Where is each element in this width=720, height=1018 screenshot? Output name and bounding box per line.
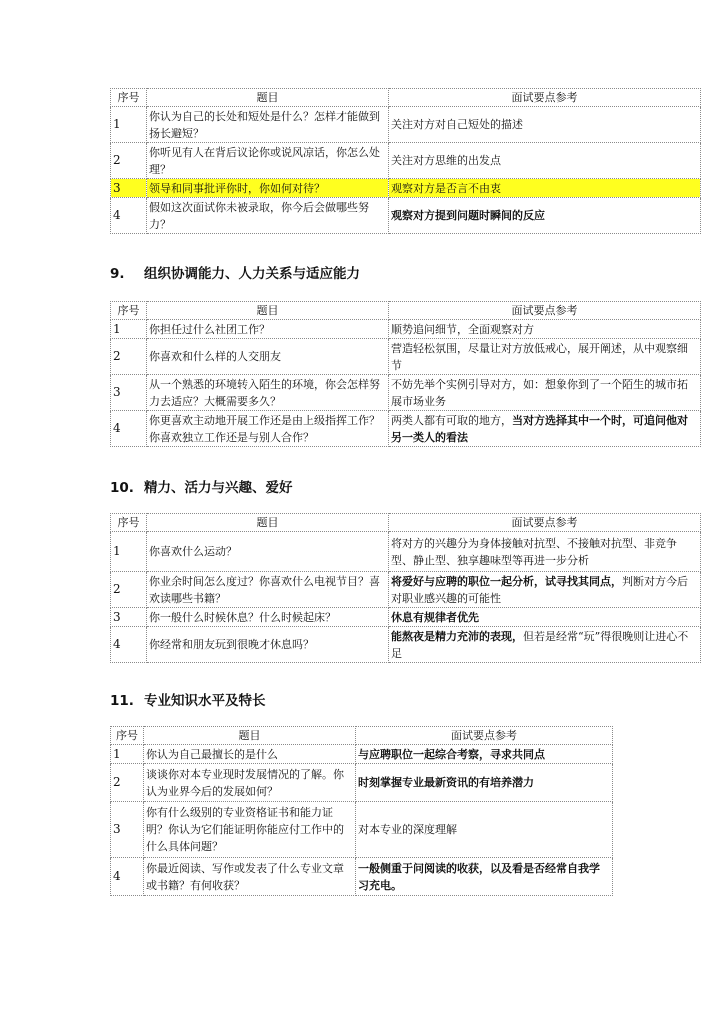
table-header-row bbox=[111, 302, 701, 320]
col-header-no: 序号 bbox=[111, 727, 144, 745]
table-row bbox=[111, 320, 701, 339]
row-number: 4 bbox=[111, 198, 147, 234]
table-row bbox=[111, 198, 701, 234]
question-cell: 你听见有人在背后议论你或说风凉话，你怎么处理？ bbox=[147, 143, 389, 179]
row-number: 1 bbox=[111, 320, 147, 339]
row-number: 2 bbox=[111, 764, 144, 802]
row-number: 3 bbox=[111, 375, 147, 411]
question-cell: 假如这次面试你未被录取，你今后会做哪些努力？ bbox=[147, 198, 389, 234]
answer-plain-text: 两类人都有可取的地方， bbox=[391, 413, 512, 427]
section-heading-10 bbox=[110, 476, 293, 496]
interview-table-coordination bbox=[110, 301, 701, 447]
answer-cell: 对本专业的深度理解 bbox=[356, 802, 613, 858]
col-header-question: 题目 bbox=[147, 302, 389, 320]
question-cell: 你一般什么时候休息？什么时候起床？ bbox=[147, 608, 389, 627]
col-header-question: 题目 bbox=[147, 514, 389, 532]
table-header-row bbox=[111, 514, 701, 532]
answer-cell: 关注对方对自己短处的描述 bbox=[389, 107, 701, 143]
col-header-points: 面试要点参考 bbox=[389, 302, 701, 320]
table-row bbox=[111, 764, 613, 802]
answer-cell: 营造轻松氛围，尽量让对方放低戒心，展开阐述，从中观察细节 bbox=[389, 339, 701, 375]
section-title: 精力、活力与兴趣、爱好 bbox=[144, 480, 293, 496]
col-header-question: 题目 bbox=[147, 89, 389, 107]
table-header-row bbox=[111, 727, 613, 745]
question-cell: 你最近阅读、写作或发表了什么专业文章或书籍？有何收获？ bbox=[144, 858, 356, 896]
answer-cell: 时刻掌握专业最新资讯的有培养潜力 bbox=[356, 764, 613, 802]
answer-cell bbox=[389, 608, 701, 627]
answer-cell: 观察对方提到问题时瞬间的反应 bbox=[389, 198, 701, 234]
row-number: 4 bbox=[111, 858, 144, 896]
row-number: 2 bbox=[111, 572, 147, 608]
table-row bbox=[111, 339, 701, 375]
question-cell: 你认为自己的长处和短处是什么？怎样才能做到扬长避短？ bbox=[147, 107, 389, 143]
answer-bold-text: 将爱好与应聘的职位一起分析，试寻找其同点， bbox=[391, 574, 622, 588]
row-number: 1 bbox=[111, 745, 144, 764]
row-number: 3 bbox=[111, 179, 147, 198]
table-row bbox=[111, 411, 701, 447]
row-number: 1 bbox=[111, 107, 147, 143]
question-cell: 你业余时间怎么度过？你喜欢什么电视节目？喜欢读哪些书籍？ bbox=[147, 572, 389, 608]
row-number: 2 bbox=[111, 143, 147, 179]
col-header-no: 序号 bbox=[111, 89, 147, 107]
question-cell: 你喜欢什么运动？ bbox=[147, 532, 389, 572]
row-number: 3 bbox=[111, 802, 144, 858]
answer-cell: 不妨先举个实例引导对方，如：想象你到了一个陌生的城市拓展市场业务 bbox=[389, 375, 701, 411]
col-header-points: 面试要点参考 bbox=[389, 514, 701, 532]
section-title: 组织协调能力、人力关系与适应能力 bbox=[144, 266, 360, 282]
col-header-no: 序号 bbox=[111, 302, 147, 320]
answer-cell bbox=[389, 627, 701, 663]
table-row bbox=[111, 532, 701, 572]
table-row bbox=[111, 858, 613, 896]
question-cell: 你有什么级别的专业资格证书和能力证明？你认为它们能证明你能应付工作中的什么具体问题？ bbox=[144, 802, 356, 858]
table-row bbox=[111, 107, 701, 143]
answer-cell: 关注对方思维的出发点 bbox=[389, 143, 701, 179]
answer-plain-text: 判断对方今后对职业感兴趣的可能性 bbox=[391, 574, 688, 605]
row-number: 4 bbox=[111, 627, 147, 663]
question-cell: 谈谈你对本专业现时发展情况的了解。你认为业界今后的发展如何？ bbox=[144, 764, 356, 802]
table-row bbox=[111, 143, 701, 179]
section-number: 11. bbox=[110, 693, 134, 709]
table-row bbox=[111, 745, 613, 764]
col-header-points: 面试要点参考 bbox=[356, 727, 613, 745]
answer-cell: 与应聘职位一起综合考察，寻求共同点 bbox=[356, 745, 613, 764]
row-number: 1 bbox=[111, 532, 147, 572]
table-row-highlighted bbox=[111, 179, 701, 198]
col-header-question: 题目 bbox=[144, 727, 356, 745]
answer-cell: 一般侧重于问阅读的收获，以及看是否经常自我学习充电。 bbox=[356, 858, 613, 896]
answer-cell: 顺势追问细节，全面观察对方 bbox=[389, 320, 701, 339]
answer-plain-text: 但若是经常“玩”得很晚则让进心不足 bbox=[391, 629, 689, 660]
question-cell: 你担任过什么社团工作？ bbox=[147, 320, 389, 339]
row-number: 2 bbox=[111, 339, 147, 375]
question-cell: 你更喜欢主动地开展工作还是由上级指挥工作？你喜欢独立工作还是与别人合作？ bbox=[147, 411, 389, 447]
table-row bbox=[111, 375, 701, 411]
table-row bbox=[111, 627, 701, 663]
row-number: 3 bbox=[111, 608, 147, 627]
row-number: 4 bbox=[111, 411, 147, 447]
answer-bold-text: 休息有规律者优先 bbox=[391, 610, 479, 624]
answer-bold-text: 能熬夜是精力充沛的表现， bbox=[391, 629, 523, 643]
answer-bold-text: 当对方选择其中一个时，可追问他对另一类人的看法 bbox=[391, 413, 688, 444]
answer-cell: 观察对方是否言不由衷 bbox=[389, 179, 701, 198]
answer-cell bbox=[389, 411, 701, 447]
question-cell: 你经常和朋友玩到很晚才休息吗？ bbox=[147, 627, 389, 663]
interview-table-professional-knowledge bbox=[110, 726, 613, 896]
table-row bbox=[111, 608, 701, 627]
answer-cell: 将对方的兴趣分为身体接触对抗型、不接触对抗型、非竞争型、静止型、独享趣味型等再进一步分析 bbox=[389, 532, 701, 572]
question-cell: 领导和同事批评你时，你如何对待？ bbox=[147, 179, 389, 198]
interview-table-self-evaluation bbox=[110, 88, 701, 234]
col-header-no: 序号 bbox=[111, 514, 147, 532]
question-cell: 你认为自己最擅长的是什么 bbox=[144, 745, 356, 764]
section-title: 专业知识水平及特长 bbox=[144, 693, 266, 709]
section-number: 10. bbox=[110, 480, 134, 496]
question-cell: 从一个熟悉的环境转入陌生的环境，你会怎样努力去适应？大概需要多久？ bbox=[147, 375, 389, 411]
question-cell: 你喜欢和什么样的人交朋友 bbox=[147, 339, 389, 375]
answer-cell bbox=[389, 572, 701, 608]
section-heading-9 bbox=[110, 262, 360, 282]
col-header-points: 面试要点参考 bbox=[389, 89, 701, 107]
table-row bbox=[111, 802, 613, 858]
table-row bbox=[111, 572, 701, 608]
section-number: 9. bbox=[110, 266, 125, 282]
section-heading-11 bbox=[110, 689, 266, 709]
table-header-row bbox=[111, 89, 701, 107]
interview-table-energy-hobbies bbox=[110, 513, 701, 663]
